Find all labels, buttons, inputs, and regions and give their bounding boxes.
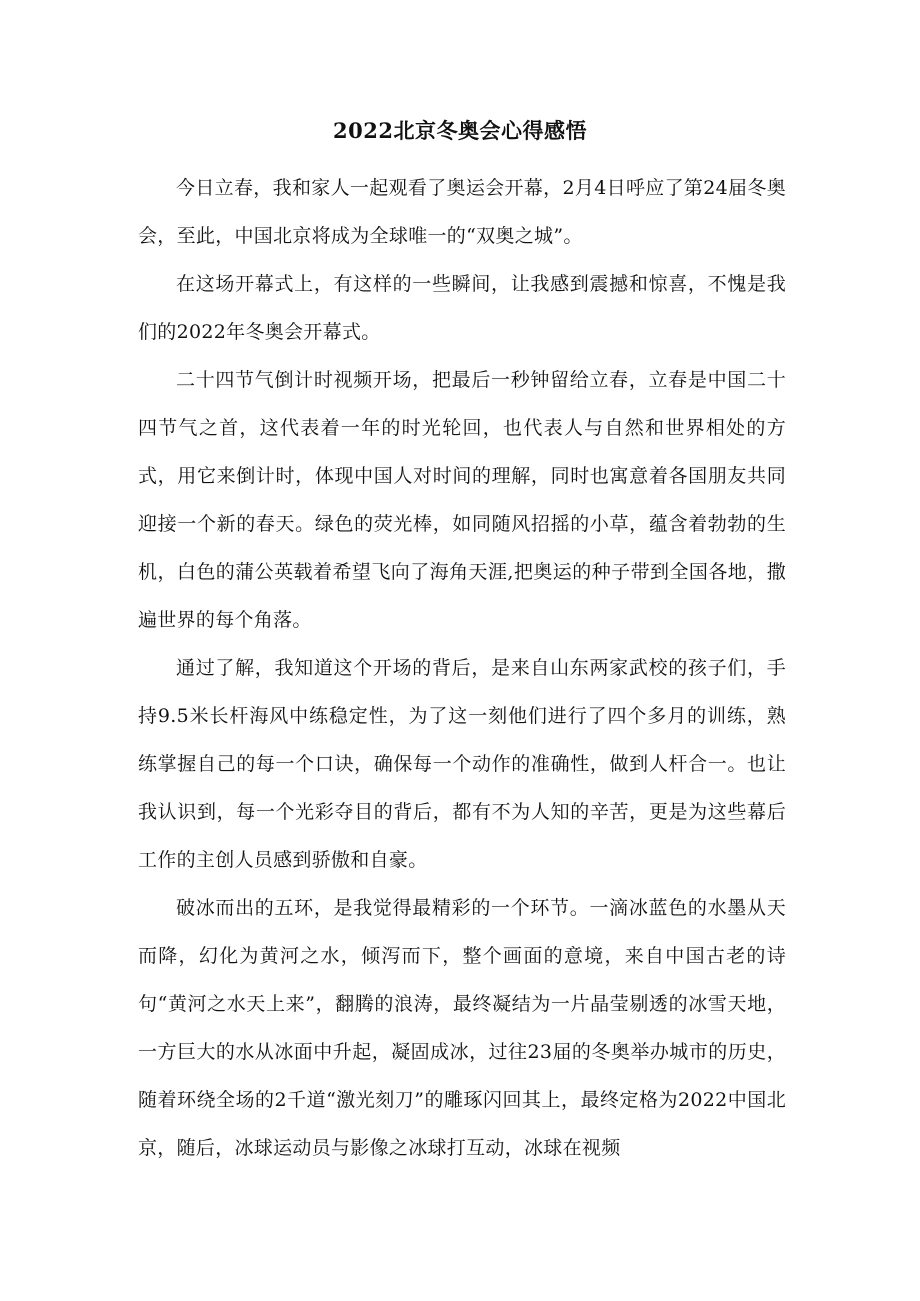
document-title: 2022北京冬奥会心得感悟 bbox=[333, 118, 587, 143]
paragraph-olympic-rings: 破冰而出的五环，是我觉得最精彩的一个环节。一滴冰蓝色的水墨从天而降，幻化为黄河之水，倾泻而下，整个画面的意境，来自中国古老的诗句“黄河之水天上来”，翻腾的浪涛，最终凝结为一片晶莹剔透的冰雪天地，一方巨大的水从冰面中升起，凝固成冰，过往23届的冬奥举办城市的历史，随着环绕全场的2千道“激光刻刀”的雕琢闪回其上，最终定格为2022中国北京，随后，冰球运动员与影像之冰球打互动，冰球在视频 bbox=[138, 897, 786, 1159]
paragraph-opening: 今日立春，我和家人一起观看了奥运会开幕，2月4日呼应了第24届冬奥会，至此，中国北京将成为全球唯一的“双奥之城”。 bbox=[138, 177, 786, 247]
paragraph-behind-scenes: 通过了解，我知道这个开场的背后，是来自山东两家武校的孩子们，手持9.5米长杆海风中练稳定性，为了这一刻他们进行了四个多月的训练，熟练掌握自己的每一个口诀，确保每一个动作的准确性，做到人杆合一。也让我认识到，每一个光彩夺目的背后，都有不为人知的辛苦，更是为这些幕后工作的主创人员感到骄傲和自豪。 bbox=[138, 657, 786, 871]
document-body bbox=[138, 164, 786, 1172]
paragraph-impression: 在这场开幕式上，有这样的一些瞬间，让我感到震撼和惊喜，不愧是我们的2022年冬奥会开幕式。 bbox=[138, 273, 786, 343]
paragraph-solar-terms: 二十四节气倒计时视频开场，把最后一秒钟留给立春，立春是中国二十四节气之首，这代表着一年的时光轮回，也代表人与自然和世界相处的方式，用它来倒计时，体现中国人对时间的理解，同时也寓意着各国朋友共同迎接一个新的春天。绿色的荧光棒，如同随风招摇的小草，蕴含着勃勃的生机，白色的蒲公英载着希望飞向了海角天涯,把奥运的种子带到全国各地，撒遍世界的每个角落。 bbox=[138, 369, 786, 631]
